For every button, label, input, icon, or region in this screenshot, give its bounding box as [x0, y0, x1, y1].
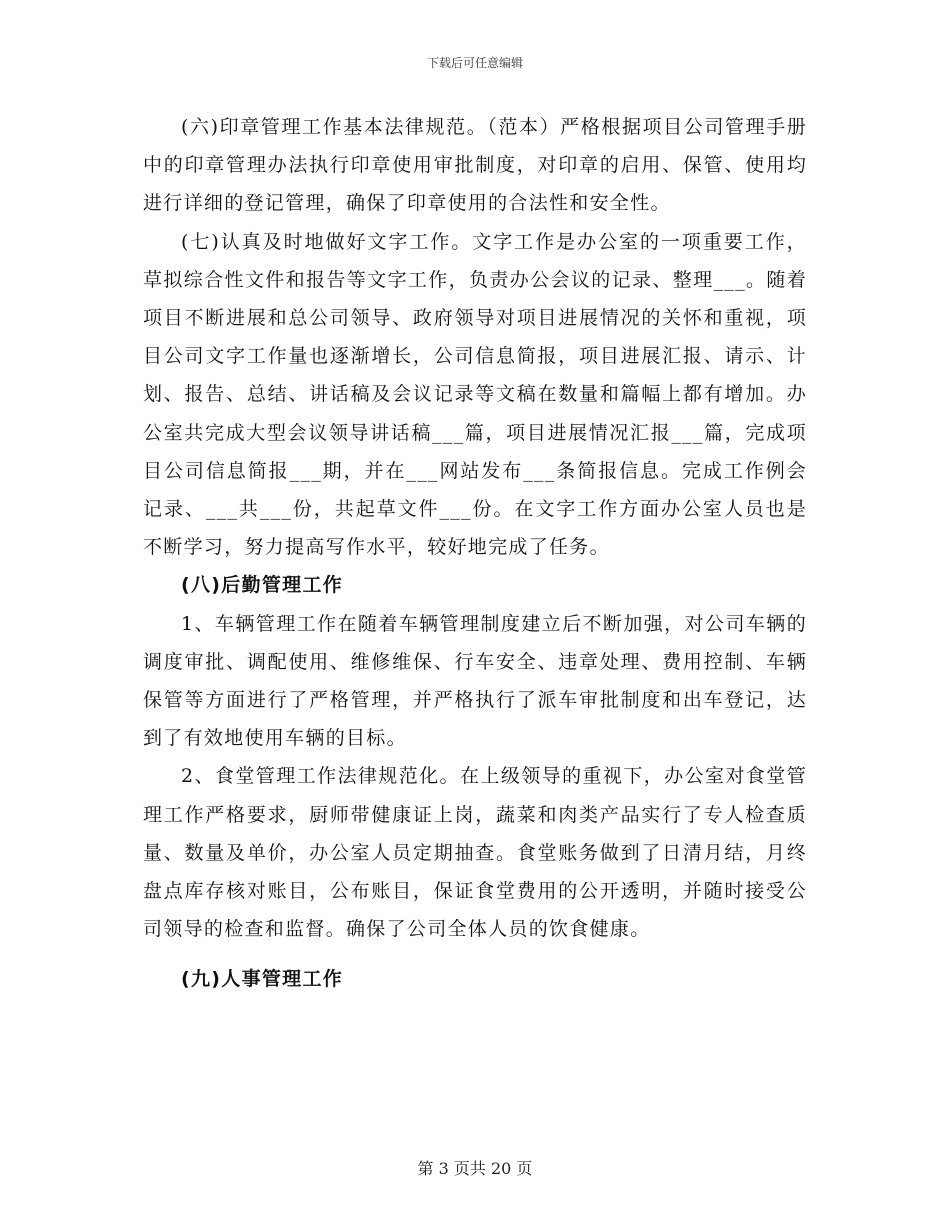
paragraph-vehicle-management: 1、车辆管理工作在随着车辆管理制度建立后不断加强，对公司车辆的调度审批、调配使用、维修维保、行车安全、违章处理、费用控制、车辆保管等方面进行了严格管理，并严格执行了派车审批制度和出车登记，达到了有效地使用车辆的目标。	[143, 612, 807, 750]
paragraph-writing-work: (七)认真及时地做好文字工作。文字工作是办公室的一项重要工作，草拟综合性文件和报告等文字工作，负责办公会议的记录、整理___。随着项目不断进展和总公司领导、政府领导对项目进展情况的关怀和重视，项目公司文字工作量也逐渐增长，公司信息简报，项目进展汇报、请示、计划、报告、总结、讲话稿及会议记录等文稿在数量和篇幅上都有增加。办公室共完成大型会议领导讲话稿___篇，项目进展情况汇报___篇，完成项目公司信息简报___期，并在___网站发布___条简报信息。完成工作例会记录、___共___份，共起草文件___份。在文字工作方面办公室人员也是不断学习，努力提高写作水平，较好地完成了任务。	[143, 230, 807, 559]
spacer	[143, 948, 807, 960]
document-body	[143, 108, 807, 999]
paragraph-canteen-management: 2、食堂管理工作法律规范化。在上级领导的重视下，办公室对食堂管理工作严格要求，厨师带健康证上岗，蔬菜和肉类产品实行了专人检查质量、数量及单价，办公室人员定期抽查。食堂账务做到了日清月结，月终盘点库存核对账目，公布账目，保证食堂费用的公开透明，并随时接受公司领导的检查和监督。确保了公司全体人员的饮食健康。	[143, 765, 807, 941]
heading-logistics-management: (八)后勤管理工作	[181, 574, 344, 597]
heading-personnel-management: (九)人事管理工作	[181, 968, 344, 991]
page-header-note: 下载后可任意编辑	[426, 56, 523, 70]
paragraph-seal-management: (六)印章管理工作基本法律规范。（范本）严格根据项目公司管理手册中的印章管理办法执行印章使用审批制度，对印章的启用、保管、使用均进行详细的登记管理，确保了印章使用的合法性和安全性。	[143, 116, 807, 215]
page-number: 第 3 页共 20 页	[417, 1159, 533, 1178]
